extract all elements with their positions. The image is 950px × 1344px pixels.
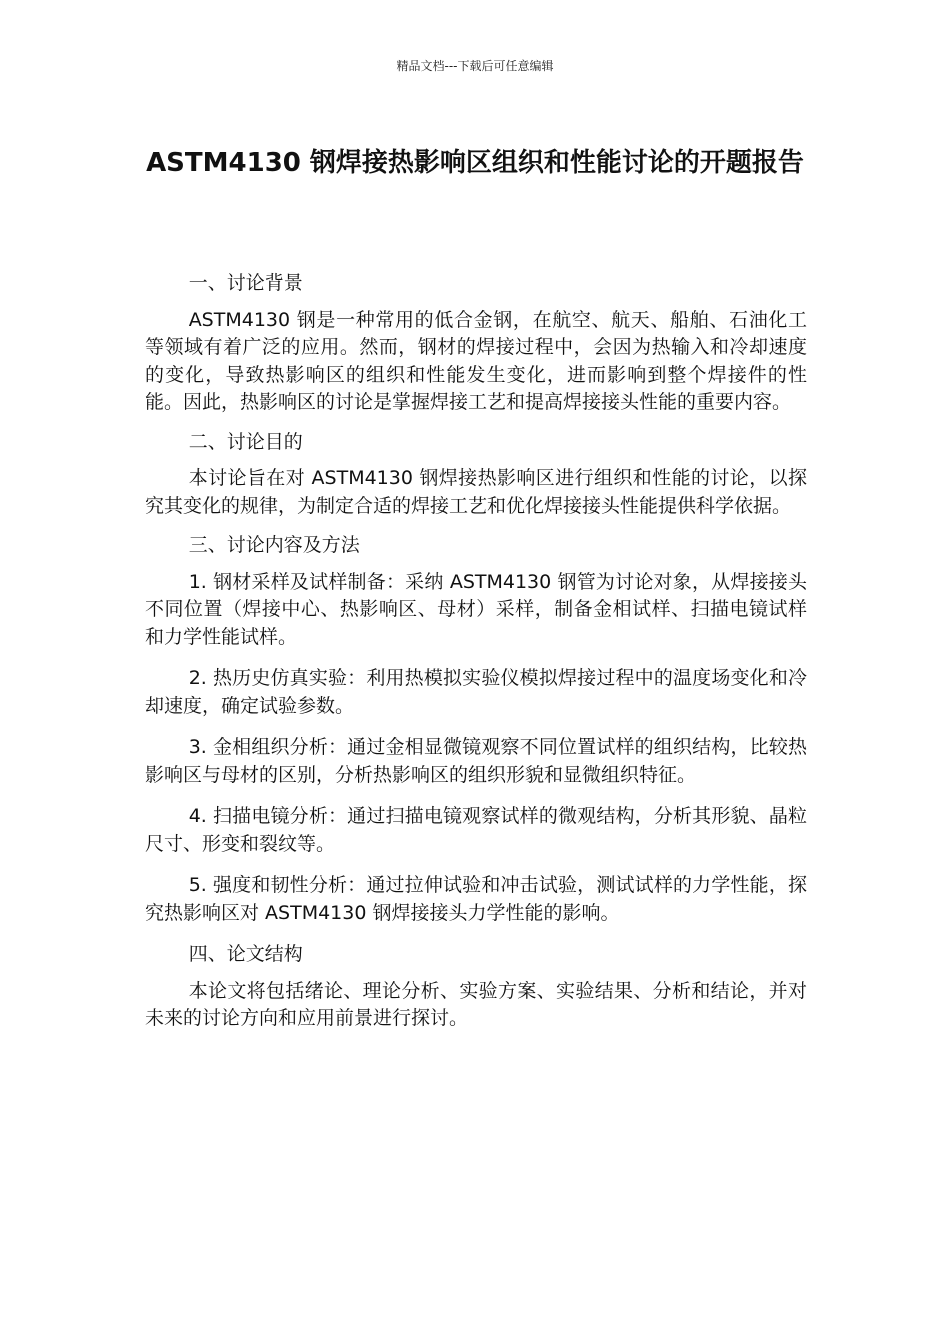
list-item-thermal-simulation: 2. 热历史仿真实验：利用热模拟实验仪模拟焊接过程中的温度场变化和冷却速度，确定试验参数。 <box>145 667 807 717</box>
section-heading-methods: 三、讨论内容及方法 <box>188 534 360 556</box>
section-heading-background: 一、讨论背景 <box>188 272 303 294</box>
document-body <box>145 270 807 1045</box>
list-item-strength-toughness: 5. 强度和韧性分析：通过拉伸试验和冲击试验，测试试样的力学性能，探究热影响区对 ASTM4130 钢焊接接头力学性能的影响。 <box>145 874 807 924</box>
section-heading-purpose: 二、讨论目的 <box>188 430 303 453</box>
paragraph-structure: 本论文将包括绪论、理论分析、实验方案、实验结果、分析和结论，并对未来的讨论方向和应用前景进行探讨。 <box>145 979 807 1029</box>
paragraph-purpose: 本讨论旨在对 ASTM4130 钢焊接热影响区进行组织和性能的讨论，以探究其变化的规律，为制定合适的焊接工艺和优化焊接接头性能提供科学依据。 <box>145 467 807 517</box>
list-item-sem-analysis: 4. 扫描电镜分析：通过扫描电镜观察试样的微观结构，分析其形貌、晶粒尺寸、形变和裂纹等。 <box>145 805 807 855</box>
document-title: ASTM4130 钢焊接热影响区组织和性能讨论的开题报告 <box>146 148 804 178</box>
list-item-metallography: 3. 金相组织分析：通过金相显微镜观察不同位置试样的组织结构，比较热影响区与母材的区别，分析热影响区的组织形貌和显微组织特征。 <box>145 736 807 786</box>
list-item-sampling: 1. 钢材采样及试样制备：采纳 ASTM4130 钢管为讨论对象，从焊接接头不同位置（焊接中心、热影响区、母材）采样，制备金相试样、扫描电镜试样和力学性能试样。 <box>145 570 807 648</box>
section-heading-structure: 四、论文结构 <box>188 943 303 965</box>
paragraph-background: ASTM4130 钢是一种常用的低合金钢，在航空、航天、船舶、石油化工等领域有着广泛的应用。然而，钢材的焊接过程中，会因为热输入和冷却速度的变化，导致热影响区的组织和性能发生变化，进而影响到整个焊接件的性能。因此，热影响区的讨论是掌握焊接工艺和提高焊接接头性能的重要内容。 <box>145 308 807 413</box>
header-note: 精品文档---下载后可任意编辑 <box>396 59 554 73</box>
